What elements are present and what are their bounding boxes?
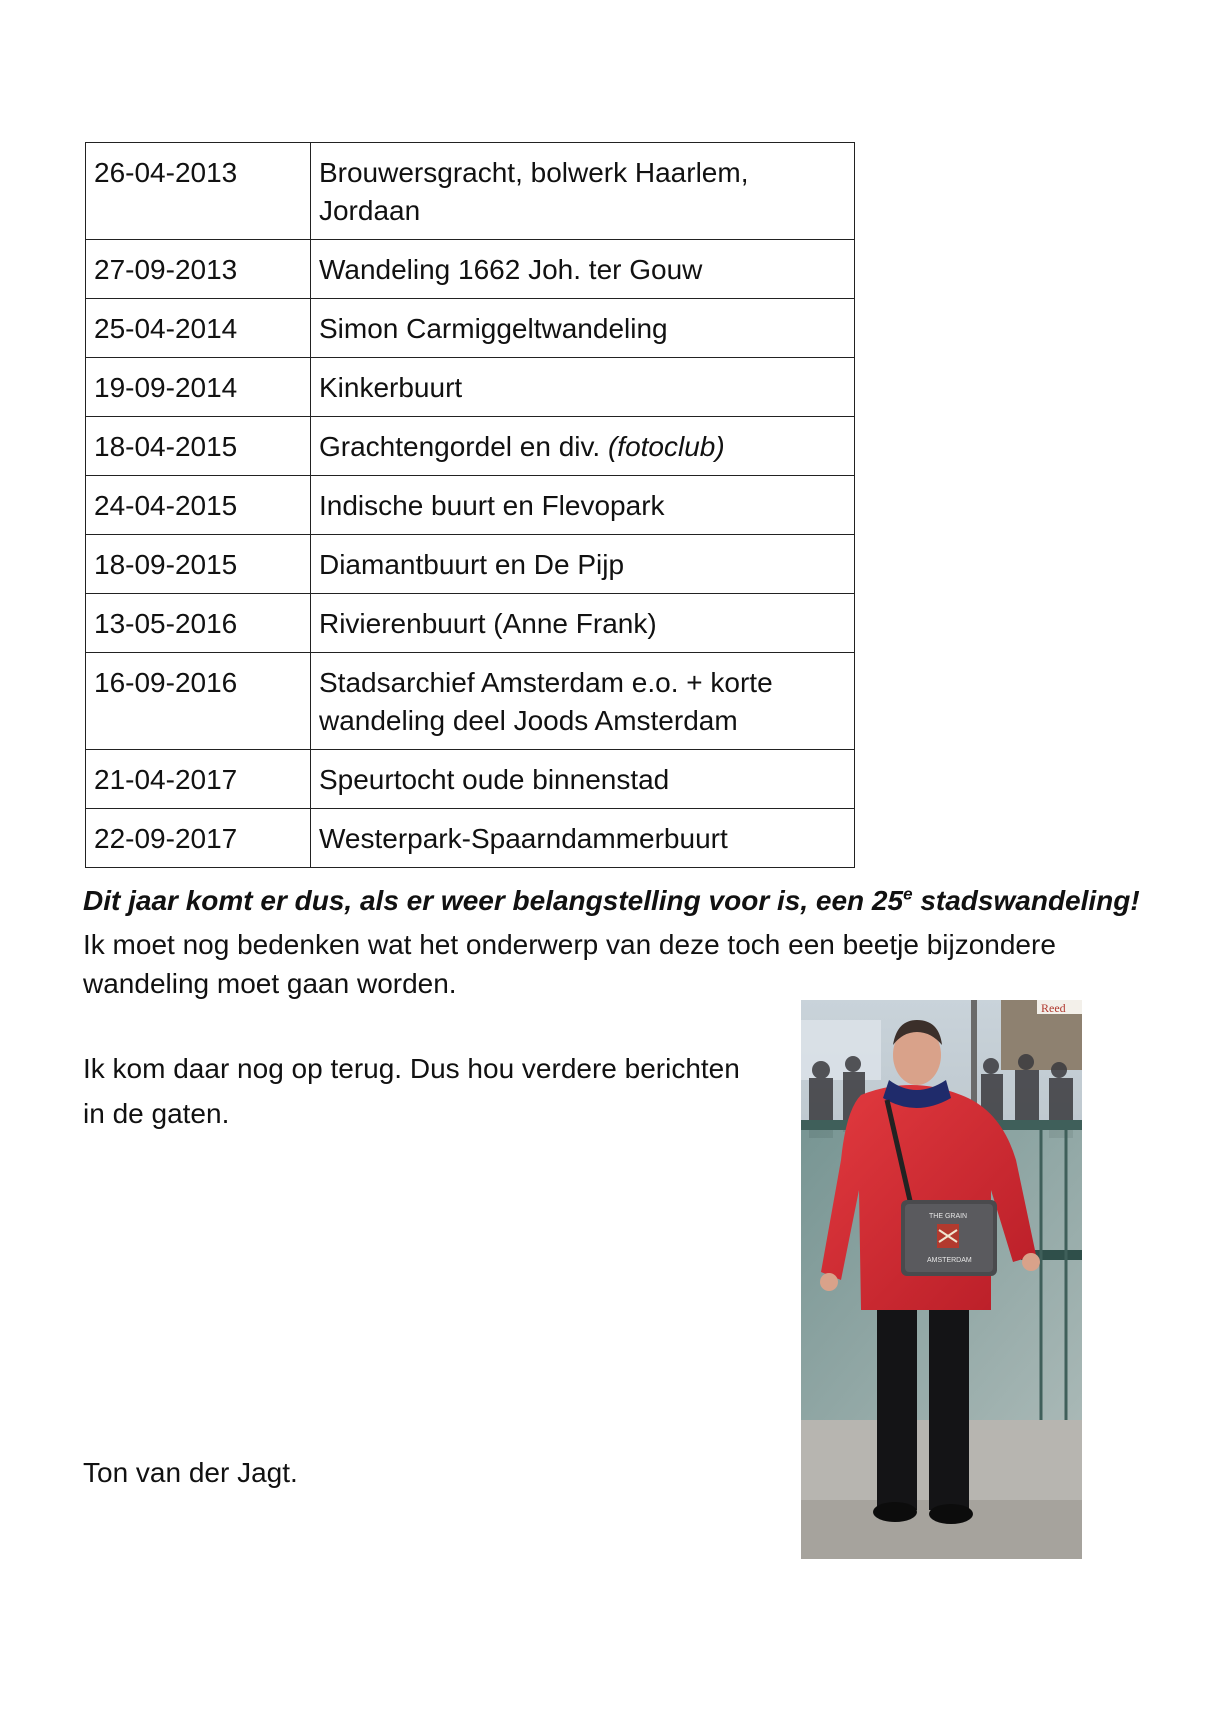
walk-description: Indische buurt en Flevopark	[310, 476, 854, 535]
walk-description: Speurtocht oude binnenstad	[310, 750, 854, 809]
paragraph-followup: Ik kom daar nog op terug. Dus hou verdere berichten in de gaten.	[83, 1053, 740, 1129]
walk-description: Wandeling 1662 Joh. ter Gouw	[310, 240, 854, 299]
table-row	[86, 240, 855, 299]
walk-description: Grachtengordel en div. (fotoclub)	[310, 417, 854, 476]
walk-date: 22-09-2017	[86, 809, 311, 868]
table-row	[86, 535, 855, 594]
walk-date: 18-04-2015	[86, 417, 311, 476]
walk-date: 25-04-2014	[86, 299, 311, 358]
walk-date: 26-04-2013	[86, 143, 311, 240]
table-row	[86, 143, 855, 240]
walk-description: Brouwersgracht, bolwerk Haarlem, Jordaan	[310, 143, 854, 240]
bag-text-top: THE GRAIN	[929, 1213, 968, 1220]
walk-date: 27-09-2013	[86, 240, 311, 299]
table-row	[86, 358, 855, 417]
portrait-photo-illustration	[801, 1000, 1082, 1559]
walk-date: 18-09-2015	[86, 535, 311, 594]
table-row	[86, 299, 855, 358]
bag-text-bottom: AMSTERDAM	[927, 1257, 972, 1264]
walk-date: 13-05-2016	[86, 594, 311, 653]
table-row	[86, 653, 855, 750]
table-row	[86, 809, 855, 868]
table-row	[86, 594, 855, 653]
walk-description: Simon Carmiggeltwandeling	[310, 299, 854, 358]
portrait-photo	[801, 1000, 1082, 1559]
walk-description: Kinkerbuurt	[310, 358, 854, 417]
walk-description: Stadsarchief Amsterdam e.o. + korte wandeling deel Joods Amsterdam	[310, 653, 854, 750]
walk-date: 21-04-2017	[86, 750, 311, 809]
walk-date: 24-04-2015	[86, 476, 311, 535]
table-row	[86, 476, 855, 535]
table-row	[86, 417, 855, 476]
walk-description: Diamantbuurt en De Pijp	[310, 535, 854, 594]
headline: Dit jaar komt er dus, als er weer belangstelling voor is, een 25e stadswandeling!	[83, 884, 1140, 916]
paragraph-topic: Ik moet nog bedenken wat het onderwerp van deze toch een beetje bijzondere wandeling moet gaan worden.	[83, 929, 1056, 999]
walk-description: Rivierenbuurt (Anne Frank)	[310, 594, 854, 653]
walk-date: 19-09-2014	[86, 358, 311, 417]
walk-description: Westerpark-Spaarndammerbuurt	[310, 809, 854, 868]
walk-date: 16-09-2016	[86, 653, 311, 750]
shop-sign-text: Reed	[1041, 1001, 1066, 1015]
walks-table	[85, 142, 855, 868]
table-row	[86, 750, 855, 809]
signature: Ton van der Jagt.	[83, 1457, 298, 1488]
